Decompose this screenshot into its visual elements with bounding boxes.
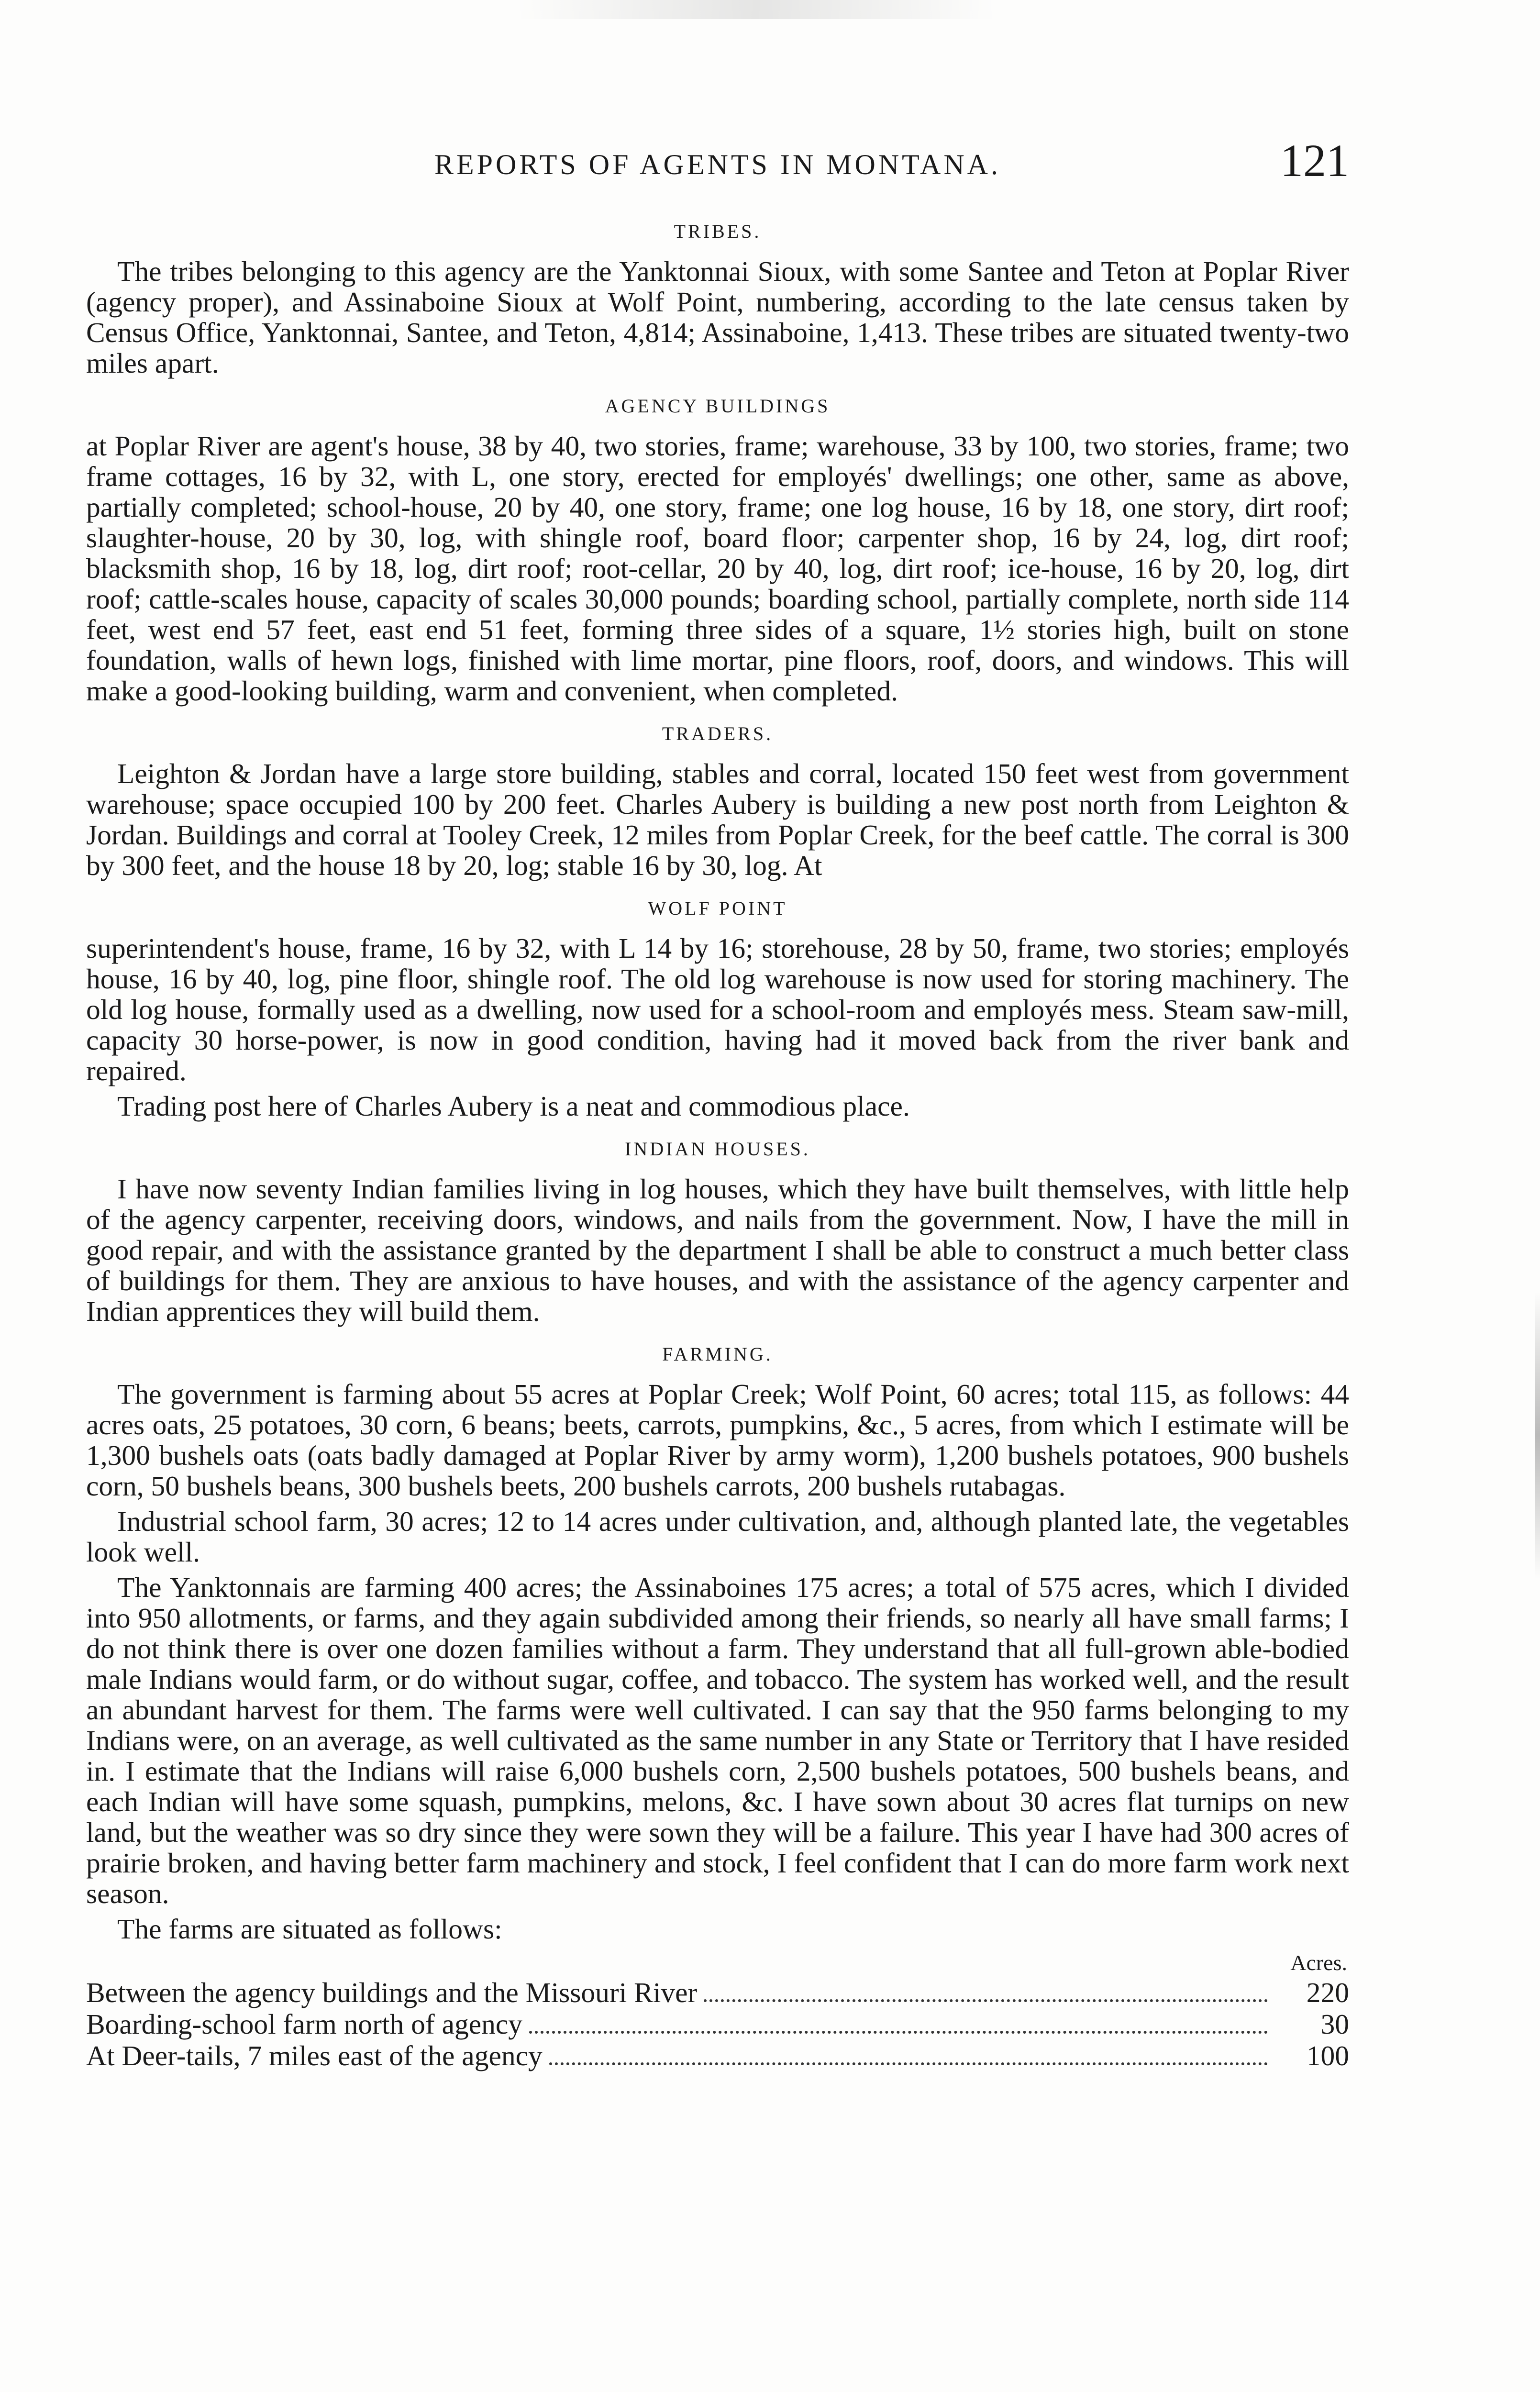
farm-location: Between the agency buildings and the Missouri River xyxy=(86,1977,698,2008)
table-row xyxy=(86,1977,1349,2009)
paragraph-farms-intro: The farms are situated as follows: xyxy=(117,1913,502,1945)
section-title-farming: FARMING. xyxy=(662,1343,773,1365)
acres-column-header: Acres. xyxy=(1290,1950,1347,1975)
paragraph-farming-government: The government is farming about 55 acres at Poplar Creek; Wolf Point, 60 acres; total 115, as follows: 44 acres oats, 25 potatoes, 30 corn, 6 beans; beets, carrots, pumpkins, &c., 5 acres, from which I estimate will be 1,300 bushels oats (oats badly damaged at Poplar River by army worm), 1,200 bushels potatoes, 900 bushels corn, 50 bushels beans, 300 bushels beets, 200 bushels carrots, 200 bushels rutabagas. xyxy=(86,1378,1349,1502)
dot-leader xyxy=(529,2031,1268,2034)
paragraph-agency-buildings: at Poplar River are agent's house, 38 by 40, two stories, frame; warehouse, 33 by 100, two stories, frame; two frame cottages, 16 by 32, with L, one story, erected for employés' dwellings; one other, same as above, partially completed; school-house, 20 by 40, one story, frame; one log house, 16 by 18, one story, dirt roof; slaughter-house, 20 by 30, log, with shingle roof, board floor; carpenter shop, 16 by 24, log, dirt roof; blacksmith shop, 16 by 18, log, dirt roof; root-cellar, 20 by 40, log, dirt roof; ice-house, 16 by 20, log, dirt roof; cattle-scales house, capacity of scales 30,000 pounds; boarding school, partially complete, north side 114 feet, west end 57 feet, east end 51 feet, forming three sides of a square, 1½ stories high, built on stone foundation, walls of hewn logs, finished with lime mortar, pine floors, roof, doors, and windows. This will make a good-looking building, warm and convenient, when completed. xyxy=(86,430,1349,707)
farm-location: At Deer-tails, 7 miles east of the agency xyxy=(86,2040,543,2071)
table-row xyxy=(86,2040,1349,2072)
paragraph-farming-tribes: The Yanktonnais are farming 400 acres; the Assinaboines 175 acres; a total of 575 acres, which I divided into 950 allotments, or farms, and they again subdivided among their friends, so nearly all have small farms; I do not think there is over one dozen families without a farm. They understand that all full-grown able-bodied male Indians would farm, or do without sugar, coffee, and tobacco. The system has worked well, and the result an abundant harvest for them. The farms were well cultivated. I can say that the 950 farms belonging to my Indians were, on an average, as well cultivated as the same number in any State or Territory that I have resided in. I estimate that the Indians will raise 6,000 bushels corn, 2,500 bushels potatoes, 500 bushels beans, and each Indian will have some squash, pumpkins, melons, &c. I have sown about 30 acres flat turnips on new land, but the weather was so dry since they were sown they will be a failure. This year I have had 300 acres of prairie broken, and having better farm machinery and stock, I feel confident that I can do more farm work next season. xyxy=(86,1572,1349,1909)
farm-acres: 220 xyxy=(1306,1977,1349,2008)
section-title-agency-buildings: AGENCY BUILDINGS xyxy=(605,395,831,417)
section-title-wolf-point: WOLF POINT xyxy=(648,897,787,919)
scan-edge-shadow xyxy=(1535,1292,1540,1579)
section-title-tribes: TRIBES. xyxy=(674,221,762,242)
farms-table xyxy=(86,1977,1349,2072)
dot-leader xyxy=(704,1999,1268,2002)
page-number: 121 xyxy=(1280,135,1349,186)
page-header xyxy=(86,134,1349,191)
farm-location: Boarding-school farm north of agency xyxy=(86,2008,523,2040)
section-title-traders: TRADERS. xyxy=(662,723,774,744)
paragraph-tribes: The tribes belonging to this agency are the Yanktonnai Sioux, with some Santee and Teton at Poplar River (agency proper), and Assinaboine Sioux at Wolf Point, numbering, according to the late census taken by Census Office, Yanktonnai, Santee, and Teton, 4,814; Assinaboine, 1,413. These tribes are situated twenty-two miles apart. xyxy=(86,255,1349,379)
paragraph-trading-post: Trading post here of Charles Aubery is a neat and commodious place. xyxy=(117,1090,910,1122)
paragraph-indian-houses: I have now seventy Indian families living in log houses, which they have built themselves, with little help of the agency carpenter, receiving doors, windows, and nails from the government. Now, I have the mill in good repair, and with the assistance granted by the department I shall be able to construct a much better class of buildings for them. They are anxious to have houses, and with the assistance of the agency carpenter and Indian apprentices they will build them. xyxy=(86,1173,1349,1327)
table-row xyxy=(86,2009,1349,2040)
dot-leader xyxy=(549,2062,1268,2065)
farm-acres: 30 xyxy=(1320,2008,1349,2040)
running-head: REPORTS OF AGENTS IN MONTANA. xyxy=(434,149,1001,180)
paragraph-wolf-point: superintendent's house, frame, 16 by 32, with L 14 by 16; storehouse, 28 by 50, frame, two stories; employés house, 16 by 40, log, pine floor, shingle roof. The old log warehouse is now used for storing machinery. The old log house, formally used as a dwelling, now used for a school-room and employés mess. Steam saw-mill, capacity 30 horse-power, is now in good condition, having had it moved back from the river bank and repaired. xyxy=(86,932,1349,1086)
page-body xyxy=(86,220,1349,2072)
section-title-indian-houses: INDIAN HOUSES. xyxy=(625,1138,810,1160)
farm-acres: 100 xyxy=(1306,2040,1349,2071)
paragraph-traders: Leighton & Jordan have a large store building, stables and corral, located 150 feet west from government warehouse; space occupied 100 by 200 feet. Charles Aubery is building a new post north from Leighton & Jordan. Buildings and corral at Tooley Creek, 12 miles from Poplar Creek, for the beef cattle. The corral is 300 by 300 feet, and the house 18 by 20, log; stable 16 by 30, log. At xyxy=(86,758,1349,881)
scan-bleed-through xyxy=(517,0,995,19)
paragraph-farming-school: Industrial school farm, 30 acres; 12 to 14 acres under cultivation, and, although planted late, the vegetables look well. xyxy=(86,1506,1349,1568)
